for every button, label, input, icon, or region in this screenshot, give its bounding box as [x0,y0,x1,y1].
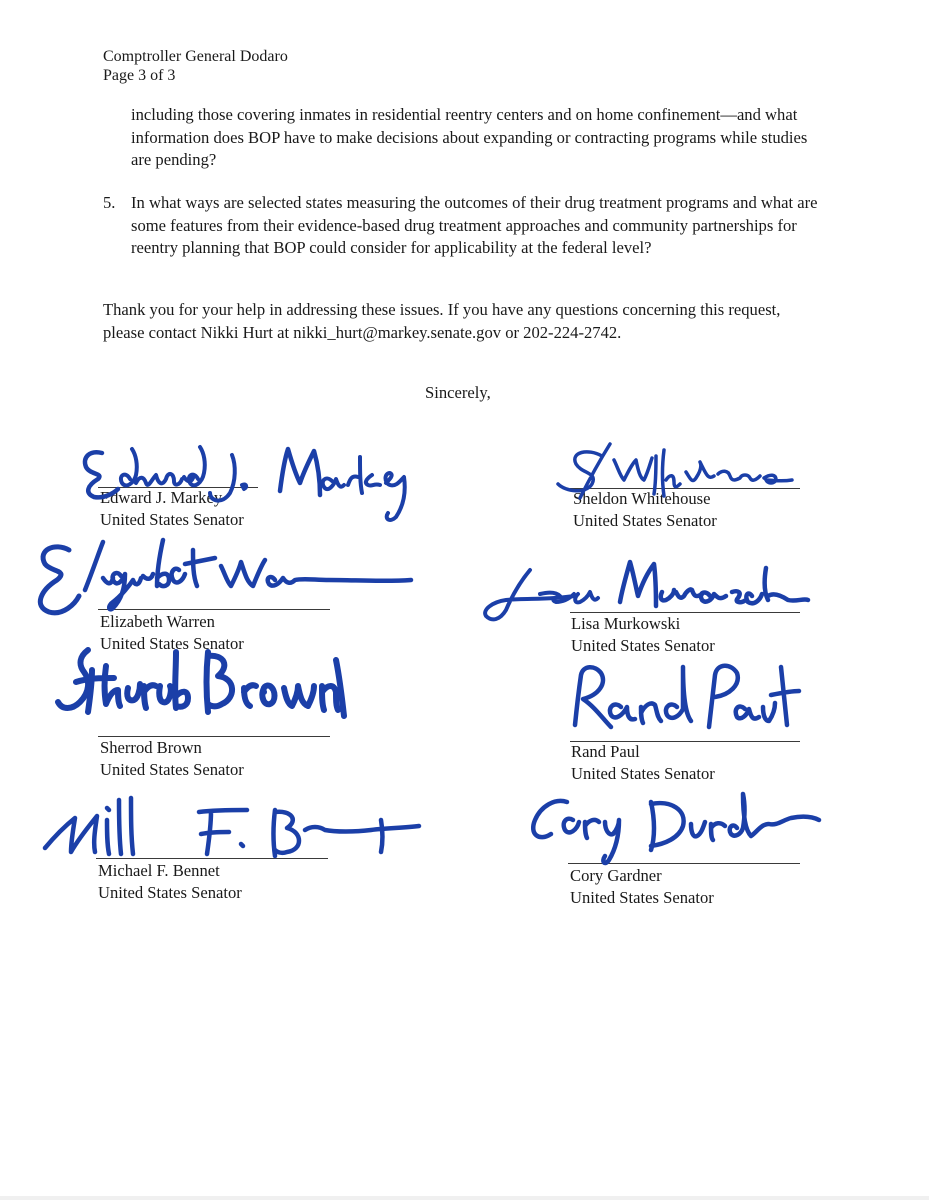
signatory-name: Michael F. Bennet [98,861,220,880]
signatory-name: Rand Paul [571,742,640,761]
item-number: 5. [103,193,116,212]
signatory-name: Sheldon Whitehouse [573,489,711,508]
signatory-gardner [570,865,830,909]
header-recipient: Comptroller General Dodaro [103,48,288,65]
signatory-title: United States Senator [573,511,717,530]
signatory-name: Elizabeth Warren [100,612,215,631]
gardner-signature [515,780,835,870]
signatory-title: United States Senator [100,510,244,529]
warren-signature [25,530,425,630]
signatory-name: Sherrod Brown [100,738,202,757]
scan-edge [0,1196,929,1200]
signatory-title: United States Senator [571,636,715,655]
continuation-paragraph: including those covering inmates in residential reentry centers and on home confinement—and what information does BOP have to make decisions about expanding or contracting programs while studies are pending? [131,105,808,170]
signatory-name: Lisa Murkowski [571,614,681,633]
item-text: In what ways are selected states measuring the outcomes of their drug treatment programs and what are some features from their evidence-based drug treatment approaches and community partnerships for reentry planning that BOP could consider for applicability at the federal level? [131,193,818,258]
markey-signature [70,435,450,535]
signatory-paul [571,741,831,785]
signatory-title: United States Senator [571,764,715,783]
closing-salutation: Sincerely, [425,383,491,402]
thanks-paragraph: Thank you for your help in addressing these issues. If you have any questions concerning this request, please contact Nikki Hurt at nikki_hurt@markey.senate.gov or 202-224-2742. [103,300,781,342]
signatory-brown [100,737,360,781]
signatory-title: United States Senator [100,634,244,653]
signatory-name: Edward J. Markey [100,488,223,507]
brown-signature [40,640,360,730]
signatory-name: Cory Gardner [570,866,662,885]
signatory-title: United States Senator [100,760,244,779]
signatory-title: United States Senator [98,883,242,902]
page-header [103,47,288,85]
signatory-title: United States Senator [570,888,714,907]
whitehouse-signature [540,438,820,508]
paul-signature [555,655,805,745]
header-page-number: Page 3 of 3 [103,67,176,84]
murkowski-signature [470,552,820,632]
bennet-signature [35,790,435,870]
